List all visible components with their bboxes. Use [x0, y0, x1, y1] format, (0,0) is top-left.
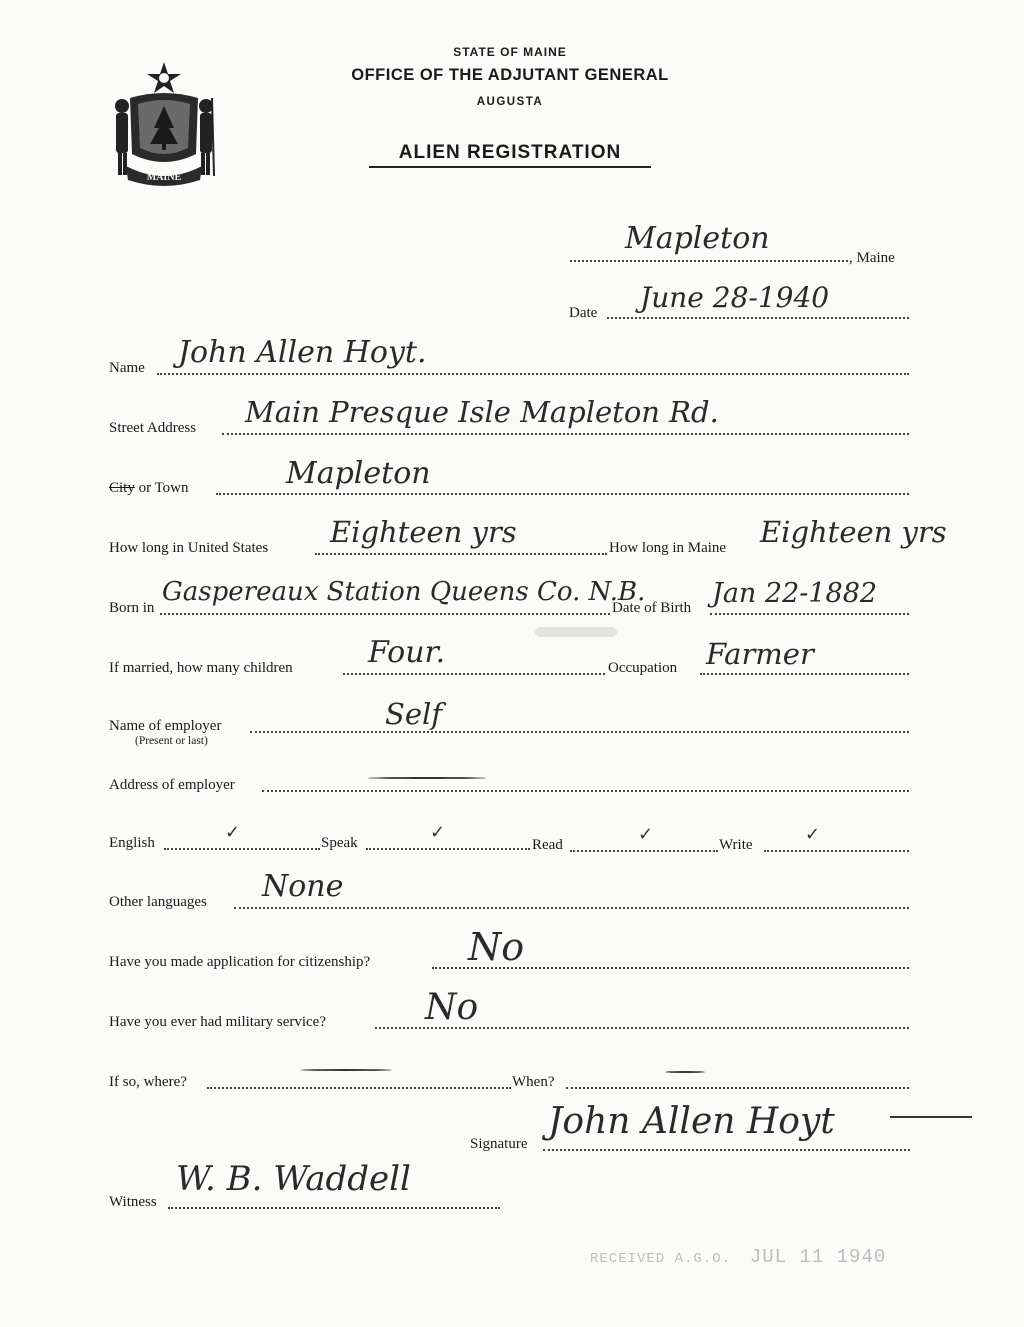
name-line — [157, 373, 909, 375]
city-or-town-line — [216, 493, 909, 495]
occupation-line — [700, 673, 909, 675]
witness-label: Witness — [109, 1194, 157, 1210]
employer-line — [250, 731, 909, 733]
date-label: Date — [569, 305, 598, 321]
how-long-us-label: How long in United States — [109, 540, 269, 556]
street-address-line — [222, 433, 909, 435]
citizenship-value: No — [468, 925, 525, 969]
other-languages-label: Other languages — [109, 894, 207, 910]
born-in-line — [160, 613, 610, 615]
other-languages-value: None — [262, 869, 344, 904]
write-label: Write — [719, 837, 753, 853]
when-label: When? — [512, 1074, 555, 1090]
speak-line — [366, 848, 530, 850]
military-service-label: Have you ever had military service? — [109, 1014, 326, 1030]
read-line — [570, 850, 718, 852]
when-dash — [665, 1071, 705, 1073]
date-of-birth-value: Jan 22-1882 — [712, 578, 878, 609]
if-so-where-label: If so, where? — [109, 1074, 187, 1090]
header-state: STATE OF MAINE — [453, 45, 567, 59]
employer-address-dash — [368, 777, 486, 779]
town-value: Mapleton — [625, 221, 770, 256]
date-line — [607, 317, 909, 319]
children-label: If married, how many children — [109, 660, 293, 676]
city-or-town-label: City or Town — [109, 480, 189, 496]
witness-line — [168, 1207, 500, 1209]
speak-label: Speak — [321, 835, 358, 851]
date-of-birth-label: Date of Birth — [612, 600, 692, 616]
write-check-icon: ✓ — [805, 824, 821, 845]
employer-address-label: Address of employer — [109, 777, 235, 793]
how-long-us-line — [315, 553, 607, 555]
employer-value: Self — [385, 697, 443, 731]
signature-label: Signature — [470, 1136, 528, 1152]
header-office: OFFICE OF THE ADJUTANT GENERAL — [351, 66, 669, 84]
date-of-birth-line — [710, 613, 909, 615]
svg-text:MAINE: MAINE — [146, 172, 182, 183]
how-long-maine-value: Eighteen yrs — [760, 515, 947, 549]
employer-address-line — [262, 790, 909, 792]
read-label: Read — [532, 837, 563, 853]
how-long-maine-label: How long in Maine — [609, 540, 727, 556]
read-check-icon: ✓ — [638, 824, 654, 845]
date-value: June 28-1940 — [640, 281, 830, 314]
born-in-label: Born in — [109, 600, 155, 616]
form-title: ALIEN REGISTRATION — [369, 142, 651, 168]
english-label: English — [109, 835, 155, 851]
occupation-value: Farmer — [706, 637, 814, 671]
maine-state-seal-icon — [108, 58, 220, 188]
citizenship-label: Have you made application for citizenship? — [109, 954, 371, 970]
born-in-value: Gaspereaux Station Queens Co. N.B. — [162, 577, 646, 607]
signature-line — [543, 1149, 910, 1151]
employer-sublabel: (Present or last) — [135, 735, 208, 747]
children-line — [343, 673, 605, 675]
received-stamp: RECEIVED A.G.O. JUL 11 1940 — [590, 1246, 887, 1268]
where-dash — [300, 1069, 392, 1071]
employer-label: Name of employer — [109, 718, 222, 734]
english-check-icon: ✓ — [225, 822, 241, 843]
if-so-where-line — [207, 1087, 511, 1089]
header-city: AUGUSTA — [476, 96, 544, 108]
children-value: Four. — [368, 635, 446, 670]
when-line — [566, 1087, 909, 1089]
other-languages-line — [234, 907, 909, 909]
street-address-value: Main Presque Isle Mapleton Rd. — [245, 395, 719, 429]
military-service-value: No — [425, 987, 479, 1028]
signature-value: John Allen Hoyt — [548, 1101, 835, 1142]
city-or-town-value: Mapleton — [286, 456, 431, 491]
speak-check-icon: ✓ — [430, 822, 446, 843]
signature-flourish — [890, 1116, 972, 1118]
maine-suffix-label: , Maine — [849, 250, 895, 266]
occupation-label: Occupation — [608, 660, 678, 676]
name-value: John Allen Hoyt. — [178, 335, 427, 370]
town-line — [570, 260, 848, 262]
write-line — [764, 850, 909, 852]
how-long-us-value: Eighteen yrs — [330, 515, 517, 549]
name-label: Name — [109, 360, 145, 376]
english-line — [164, 848, 320, 850]
witness-value: W. B. Waddell — [176, 1159, 411, 1199]
eraser-smudge — [535, 627, 617, 637]
street-address-label: Street Address — [109, 420, 197, 436]
